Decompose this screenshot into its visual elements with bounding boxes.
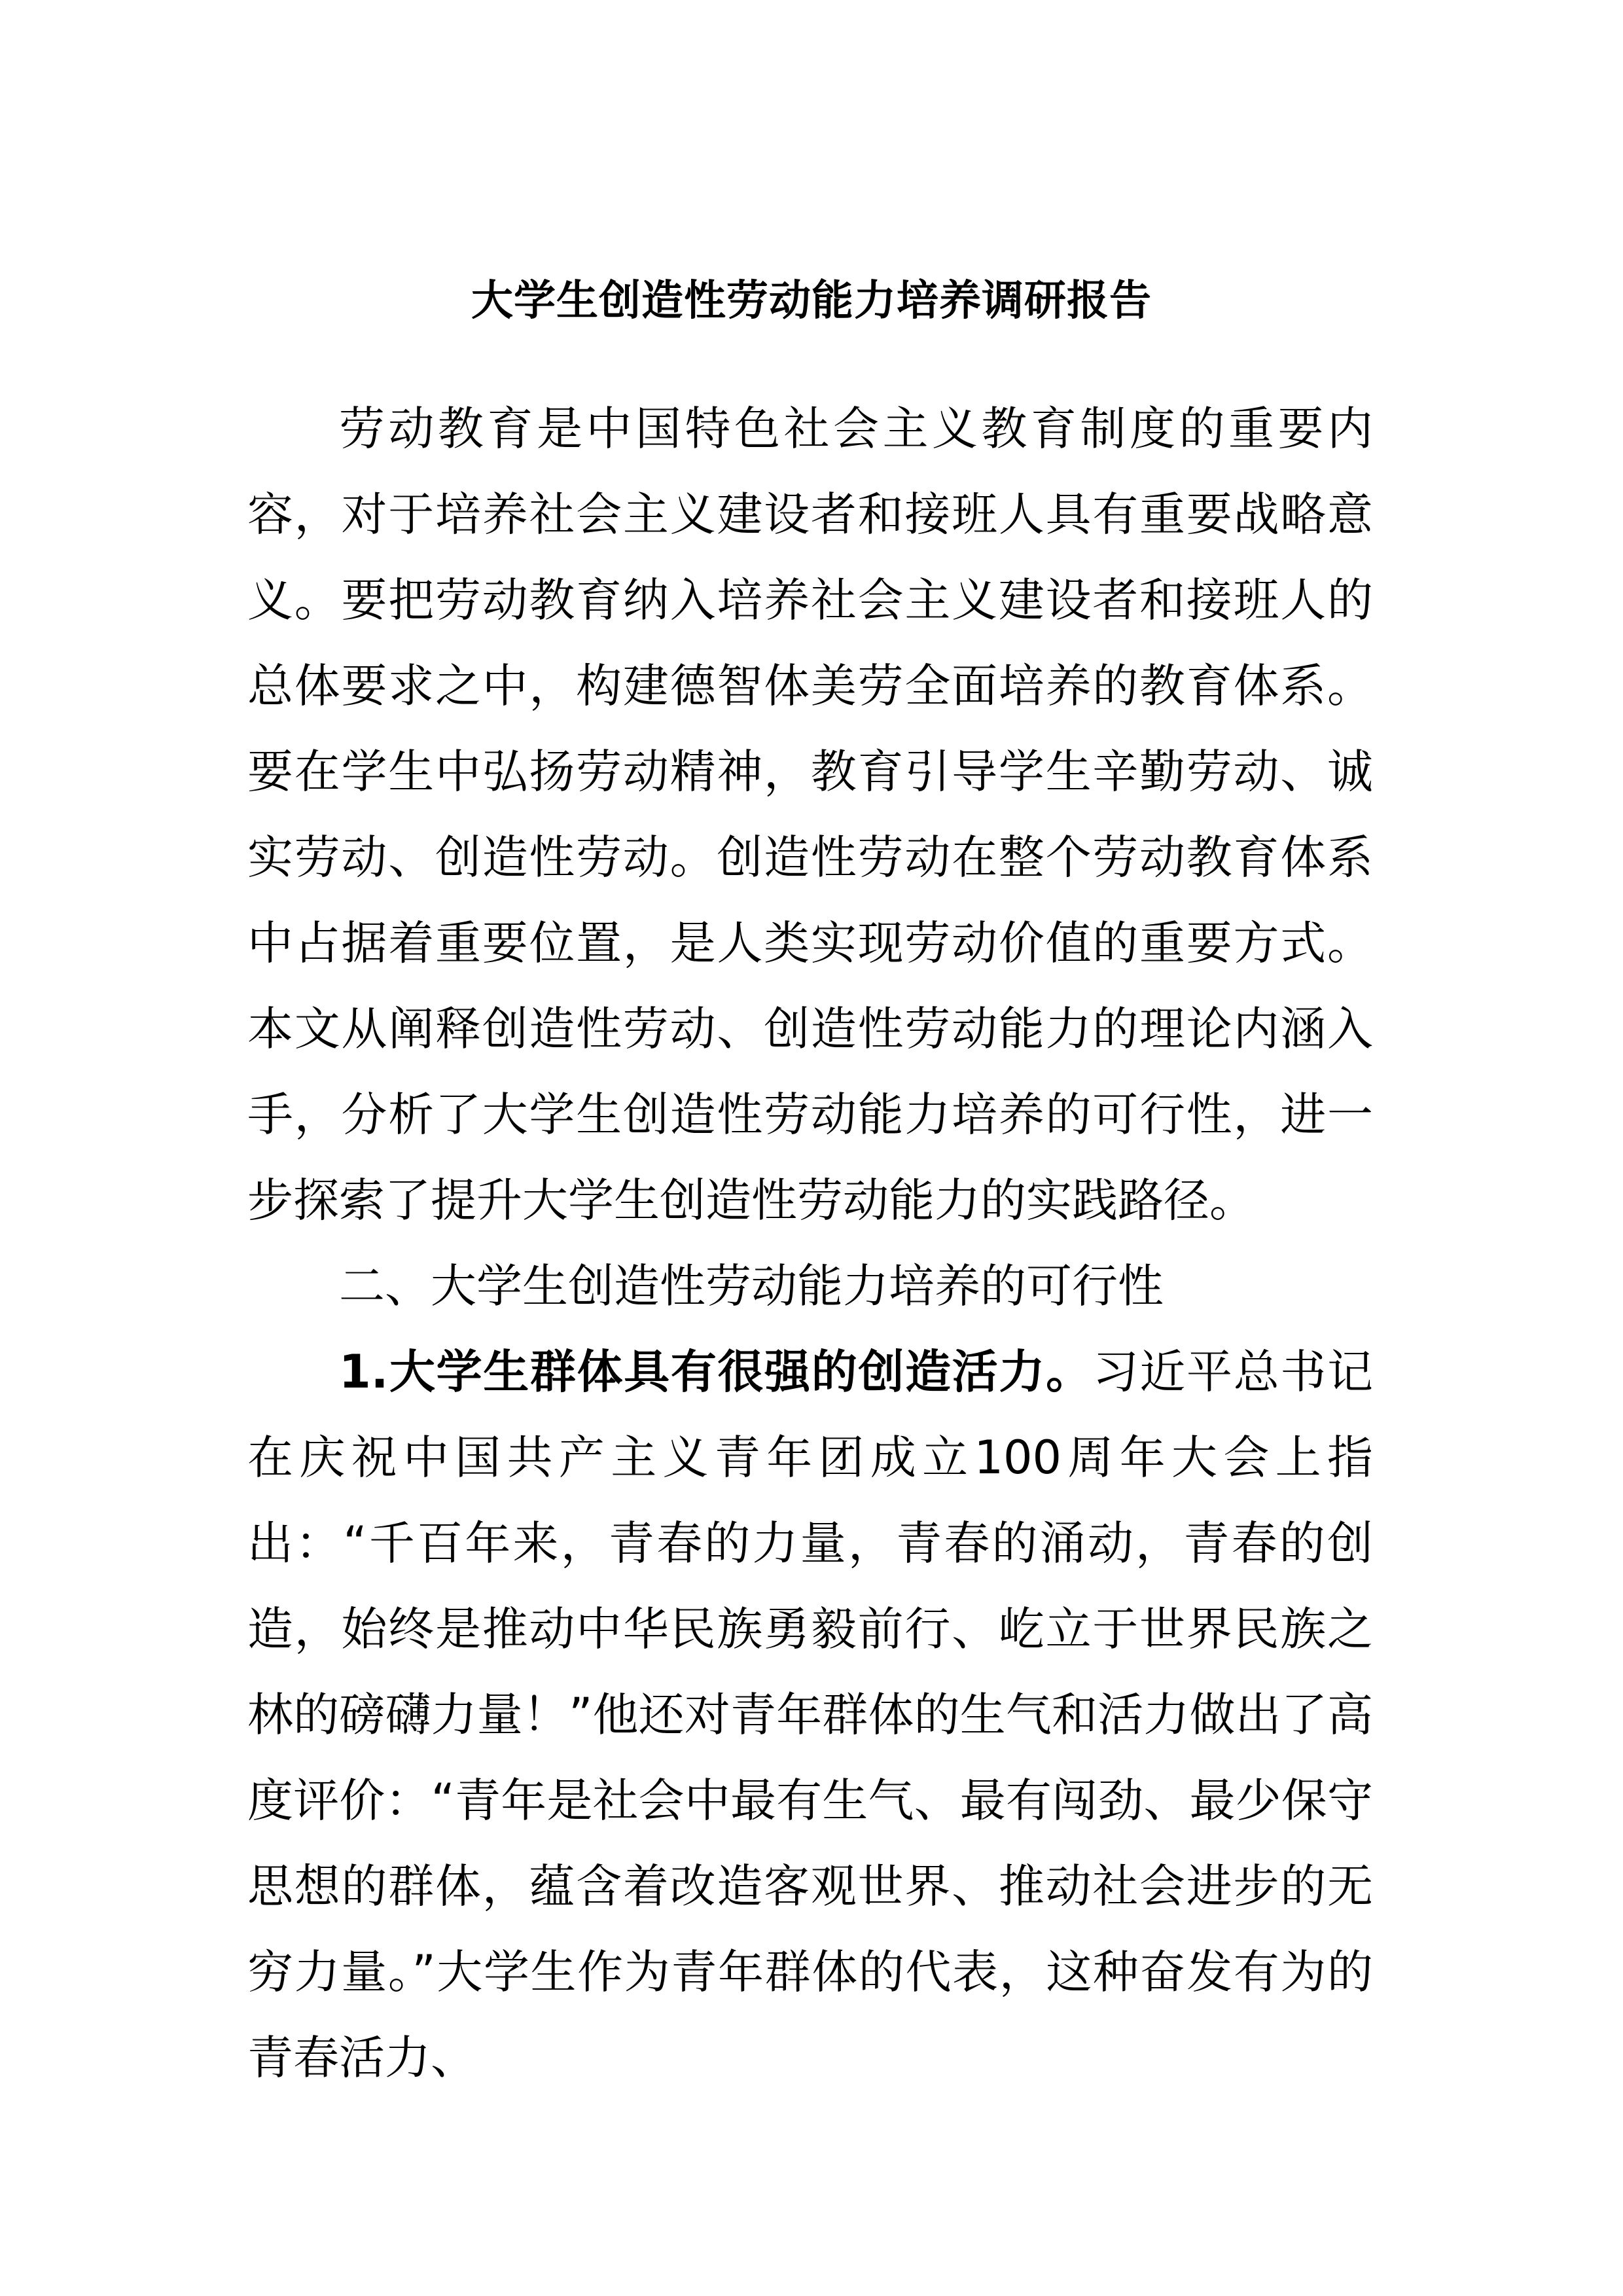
paragraph-lead-bold: 1.大学生群体具有很强的创造活力。 [339,1345,1093,1399]
document-title: 大学生创造性劳动能力培养调研报告 [471,277,1152,325]
section-heading: 二、大学生创造性劳动能力培养的可行性 [339,1259,1164,1313]
document-body [247,386,1373,2101]
feasibility-paragraph-1 [247,1329,1373,2101]
intro-paragraph: 劳动教育是中国特色社会主义教育制度的重要内容，对于培养社会主义建设者和接班人具有重要战略意义。要把劳动教育纳入培养社会主义建设者和接班人的总体要求之中，构建德智体美劳全面培养的教育体系。要在学生中弘扬劳动精神，教育引导学生辛勤劳动、诚实劳动、创造性劳动。创造性劳动在整个劳动教育体系中占据着重要位置，是人类实现劳动价值的重要方式。本文从阐释创造性劳动、创造性劳动能力的理论内涵入手，分析了大学生创造性劳动能力培养的可行性，进一步探索了提升大学生创造性劳动能力的实践路径。 [247,402,1373,1227]
paragraph-body-text: 习近平总书记在庆祝中国共产主义青年团成立100周年大会上指出：“千百年来，青春的力量，青春的涌动，青春的创造，始终是推动中华民族勇毅前行、屹立于世界民族之林的磅礴力量！”他还对青年群体的生气和活力做出了高度评价：“青年是社会中最有生气、最有闯劲、最少保守思想的群体，蕴含着改造客观世界、推动社会进步的无穷力量。”大学生作为青年群体的代表，这种奋发有为的青春活力、 [247,1345,1374,2085]
